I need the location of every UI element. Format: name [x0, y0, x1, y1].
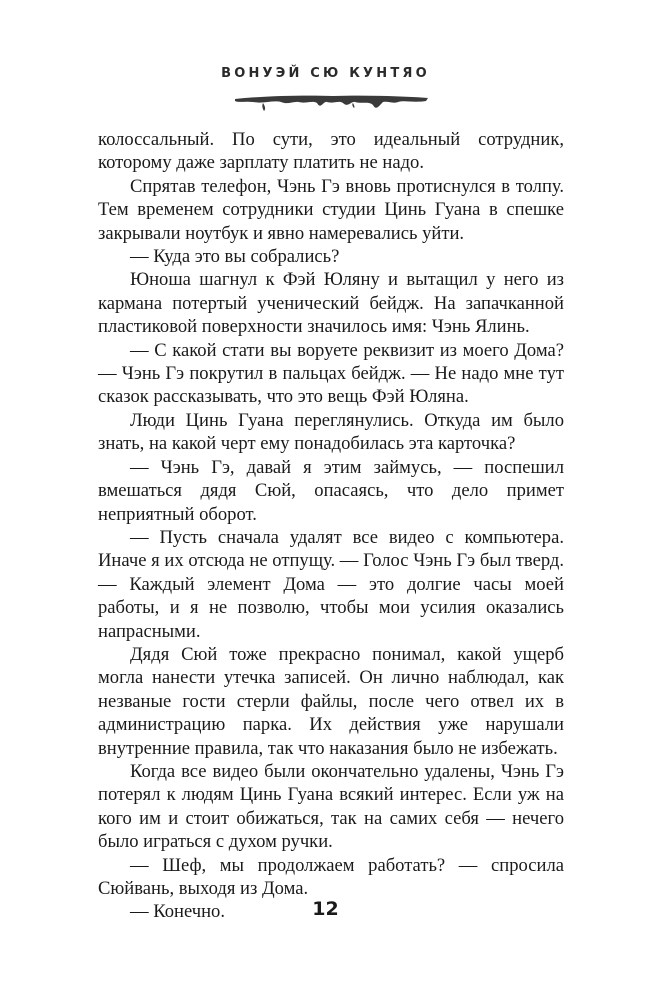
paragraph: — Пусть сначала удалят все видео с компьютера. Иначе я их отсюда не отпущу. — Голос Чэнь Гэ был тверд. — Каждый элемент Дома — это долгие часы моей работы, и я не позволю, чтобы мои усилия оказались напрасными.: [98, 526, 564, 642]
paragraph: — Куда это вы собрались?: [130, 246, 340, 268]
running-header: [0, 66, 651, 81]
brush-stroke-ornament-icon: [233, 92, 430, 114]
paragraph: — Чэнь Гэ, давай я этим займусь, — поспешил вмешаться дядя Сюй, опасаясь, что дело примет неприятный оборот.: [98, 456, 564, 525]
paragraph: Когда все видео были окончательно удалены, Чэнь Гэ потерял к людям Цинь Гуана всякий интерес. Если уж на кого им и стоит обижаться, так на самих себя — нечего было играться с духом ручки.: [98, 760, 564, 853]
paragraph: Дядя Сюй тоже прекрасно понимал, какой ущерб могла нанести утечка записей. Он лично наблюдал, как незваные гости стерли файлы, после чего отвел их в администрацию парка. Их действия уже нарушали внутренние правила, так что наказания было не избежать.: [98, 643, 564, 759]
running-title: ВОНУЭЙ СЮ КУНТЯО: [221, 66, 430, 81]
paragraph: Юноша шагнул к Фэй Юляну и вытащил у него из кармана потертый ученический бейдж. На запачканной пластиковой поверхности значилось имя: Чэнь Ялинь.: [98, 269, 564, 338]
page-number: 12: [312, 898, 339, 920]
paragraph: — Конечно.: [130, 901, 226, 923]
paragraph: — С какой стати вы воруете реквизит из моего Дома? — Чэнь Гэ покрутил в пальцах бейдж. — Не надо мне тут сказок рассказывать, что это вещь Фэй Юляна.: [98, 339, 564, 408]
paragraph: Спрятав телефон, Чэнь Гэ вновь протиснулся в толпу. Тем временем сотрудники студии Цинь Гуана в спешке закрывали ноутбук и явно намеревались уйти.: [98, 175, 564, 244]
paragraph: колоссальный. По сути, это идеальный сотрудник, которому даже зарплату платить не надо.: [98, 129, 564, 174]
page-text: [98, 128, 564, 924]
paragraph: — Шеф, мы продолжаем работать? — спросила Сюйвань, выходя из Дома.: [98, 854, 564, 899]
paragraph: Люди Цинь Гуана переглянулись. Откуда им было знать, на какой черт ему понадобилась эта карточка?: [98, 409, 564, 455]
